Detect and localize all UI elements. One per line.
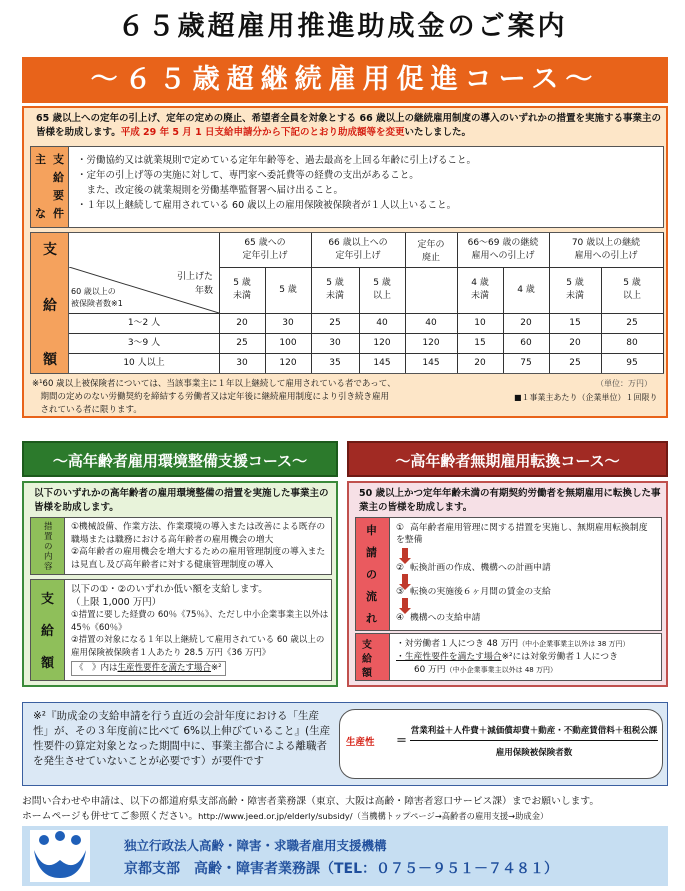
table-group-header: 66～69 歳の継続 雇用への引上げ [467, 238, 539, 261]
flow-step: ④ 機構への支給申請 [396, 613, 481, 623]
logo-figure-head [71, 835, 81, 845]
table-cell: 10 [474, 317, 486, 328]
table-cell: 20 [236, 317, 248, 328]
payment-table-box [30, 232, 664, 374]
indefinite-course-panel [347, 481, 668, 687]
organization-box [22, 826, 668, 886]
environment-intro: 以下のいずれかの高年齢者の雇用環境整備の措置を実施した事業主の皆様を助成します。 [34, 488, 329, 513]
flow-step: ③ 転換の実施後６ヶ月間の賃金の支給 [396, 587, 551, 597]
application-flow-box [355, 517, 662, 631]
jeed-logo-icon [30, 830, 90, 882]
table-cell: 30 [236, 357, 248, 368]
application-flow-label: 申 請 の 流 れ [356, 518, 390, 630]
table-sub-header: 5 歳 以上 [372, 278, 391, 301]
table-cell: 25 [626, 317, 638, 328]
table-rule [601, 267, 602, 373]
logo-figure-head [55, 831, 65, 841]
table-rule [405, 233, 406, 373]
measure-item: ②高年齢者の雇用機会を増大するための雇用管理制度の導入または見直し及び高年齢者に対する健康管理制度の導入 [71, 547, 326, 570]
table-cell: 75 [520, 357, 532, 368]
table-sub-header: 4 歳 [517, 284, 535, 295]
table-rule [219, 233, 220, 373]
productivity-formula [339, 709, 663, 779]
continuation-course-panel [22, 106, 668, 418]
measures-list [71, 521, 331, 571]
productivity-panel [22, 702, 668, 786]
table-rule [69, 353, 663, 354]
requirement-item: ・１年以上継続して雇用されている 60 歳以上の雇用保険被保険者が１人以上いること。 [77, 200, 457, 211]
table-group-header: 定年の 廃止 [417, 240, 445, 263]
table-cell: 145 [373, 357, 391, 368]
table-group-header: 65 歳への 定年引上げ [242, 238, 288, 261]
table-rule [359, 267, 360, 373]
table-cell: 145 [422, 357, 440, 368]
flow-arrow-icon [402, 598, 408, 608]
indefinite-amount-text: ・対労働者１人につき 48 万円（中小企業事業主以外は 38 万円） ・生産性要件を満たす場合※²には対象労働者１人につき 60 万円（中小企業事業主以外は 48 万円） [396, 639, 630, 675]
table-rule [457, 233, 458, 373]
indefinite-amount-box [355, 633, 662, 681]
table-rule [663, 233, 664, 373]
formula-denominator: 雇用保険被保険者数 [495, 748, 573, 758]
measures-box [30, 517, 332, 575]
table-cell: 100 [279, 337, 297, 348]
table-cell: 35 [329, 357, 341, 368]
table-cell: 30 [329, 337, 341, 348]
bracket-note: 《 》内は生産性要件を満たす場合※² [71, 661, 226, 676]
diagonal-right-label: 年数 [194, 285, 213, 296]
table-cell: 25 [329, 317, 341, 328]
per-employer-note: ■１事業主あたり（企業単位）１回限り [514, 393, 658, 402]
productivity-note: ※²『助成金の支給申請を行う直近の会計年度における「生産性」が、その３年度前に比べて 6%以上伸びていること』(生産性要件の算定対象となった期間中に、事業主都合による離職者を発生させていないことが必要です）が要件です [33, 710, 331, 767]
table-sub-header: 4 歳 未満 [470, 278, 489, 301]
diagonal-left-label-2: 被保険者数※1 [71, 298, 123, 308]
formula-numerator: 営業利益＋人件費＋減価償却費＋動産・不動産賃借料＋租税公課 [410, 726, 658, 736]
table-rule [265, 267, 266, 373]
continuation-intro: 65 歳以上への定年の引上げ、定年の定めの廃止、希望者全員を対象とする 66 歳以上の継続雇用制度の導入のいずれかの措置を実施する事業主の皆様を助成します。平成 29 年 5 月 1 日支給申請分から下記のとおり助成額等を変更いたしました。 [36, 113, 661, 138]
formula-label: 生産性 [346, 737, 375, 748]
environment-amount-label: 支 給 額 [31, 580, 65, 680]
contact-info: お問い合わせや申請は、以下の都道府県支部高齢・障害者業務課（東京、大阪は高齢・障害者窓口サービス課）までお願いします。 ホームページも併せてご参照ください。http://www.jeed.or.jp/elderly/subsidy/（当機構トップページ→高齢者の雇用支援→助成金） [22, 796, 600, 822]
table-sub-header: 5 歳 以上 [622, 278, 641, 301]
environment-amount-box [30, 579, 332, 681]
table-cell: 20 [474, 357, 486, 368]
flow-step: ② 転換計画の作成、機構への計画申請 [396, 563, 551, 573]
indefinite-course-header: ～高年齢者無期雇用転換コース～ [347, 441, 668, 477]
page-title: ６５歳超雇用推進助成金のご案内 [117, 11, 568, 42]
table-cell: 120 [422, 337, 440, 348]
payment-table [69, 233, 663, 373]
environment-course-panel [22, 481, 338, 687]
table-group-header: 66 歳以上への 定年引上げ [328, 238, 388, 261]
requirement-item: ・定年の引上げ等の実施に対して、専門家へ委託費等の経費の支出があること。 [77, 170, 419, 181]
table-cell: 25 [569, 357, 581, 368]
table-sub-header: 5 歳 未満 [325, 278, 344, 301]
flow-arrow-icon [402, 548, 408, 558]
table-row-label: 10 人以上 [123, 357, 165, 368]
table-cell: 20 [569, 337, 581, 348]
insured-footnote: ※¹60 歳以上被保険者については、当該事業主に１年以上継続して雇用されている者であって、 期間の定めのない労働契約を締結する労働者又は定年後に継続雇用制度により引き続き雇用 されている者に限ります。 [32, 379, 396, 415]
table-sub-header: 5 歳 [279, 284, 297, 295]
requirement-item: ・労働協約又は就業規則で定めている定年年齢等を、過去最高を上回る年齢に引上げること。 [77, 155, 477, 166]
requirements-list [77, 153, 657, 213]
table-sub-header: 5 歳 未満 [232, 278, 251, 301]
unit-label: （単位：万円） [596, 379, 652, 388]
table-rule [311, 233, 312, 373]
table-rule [219, 267, 663, 268]
environment-course-header: ～高年齢者雇用環境整備支援コース～ [22, 441, 338, 477]
table-rule [503, 267, 504, 373]
table-cell: 80 [626, 337, 638, 348]
indefinite-intro: 50 歳以上かつ定年年齢未満の有期契約労働者を無期雇用に転換した事業主の皆様を助成します。 [359, 488, 661, 513]
change-notice: 平成 29 年 5 月 1 日支給申請分から下記のとおり助成額等を変更 [120, 127, 405, 138]
fraction-bar [410, 740, 658, 741]
table-group-header: 70 歳以上の継続 雇用への引上げ [571, 238, 641, 261]
flow-arrow-icon [402, 574, 408, 584]
measures-label: 措 置 の 内 容 [31, 518, 65, 574]
environment-amount-text: 以下の①・②のいずれか低い額を支給します。 （上限 1,000 万円） ①措置に要した経費の 60％《75％》、ただし中小企業事業主以外は 45％《60％》 ②措置の対象になる１年以上継続して雇用されている 60 歳以上の雇用保険被保険者１人あたり 28.5 万円《36 万円》 《 》内は生産性要件を満たす場合※² [71, 584, 331, 676]
table-cell: 120 [279, 357, 297, 368]
flow-step: ① 高年齢者雇用管理に関する措置を実施し、無期雇用転換制度を整備 [396, 523, 648, 545]
table-cell: 25 [236, 337, 248, 348]
diagonal-top-label: 引上げた [176, 271, 213, 282]
requirements-box [30, 146, 664, 228]
table-rule [69, 313, 663, 314]
table-cell: 60 [520, 337, 532, 348]
diagonal-left-label-1: 60 歳以上の [71, 286, 116, 296]
table-cell: 120 [373, 337, 391, 348]
table-cell: 95 [626, 357, 638, 368]
table-cell: 40 [425, 317, 437, 328]
payment-label: 支 給 額 [31, 233, 69, 373]
indefinite-amount-label: 支 給 額 [356, 634, 390, 680]
organization-name: 独立行政法人高齢・障害・求職者雇用支援機構 [124, 838, 387, 853]
table-rule [69, 333, 663, 334]
requirement-item: また、改定後の就業規則を労働基準監督署へ届け出ること。 [77, 185, 344, 196]
website-link[interactable]: http://www.jeed.or.jp/elderly/subsidy/ [198, 811, 353, 821]
table-cell: 20 [520, 317, 532, 328]
table-row-label: 1～2 人 [127, 317, 161, 328]
formula-equals: ＝ [396, 734, 407, 747]
table-cell: 40 [376, 317, 388, 328]
table-cell: 30 [282, 317, 294, 328]
table-cell: 15 [569, 317, 581, 328]
table-cell: 15 [474, 337, 486, 348]
branch-contact: 京都支部 高齢・障害者業務課（TEL：０７５－９５１－７４８１） [124, 861, 559, 877]
table-sub-header: 5 歳 未満 [565, 278, 584, 301]
table-row-label: 3～9 人 [127, 337, 161, 348]
measure-item: ①機械設備、作業方法、作業環境の導入または改善による既存の職場または職務における高年齢者の雇用機会の増大 [71, 522, 326, 545]
logo-figure-head [39, 835, 49, 845]
table-rule [549, 233, 550, 373]
continuation-course-banner: ～６５歳超継続雇用促進コース～ [22, 57, 668, 103]
requirements-label: 主 支 給 要 な 件 [31, 147, 69, 227]
